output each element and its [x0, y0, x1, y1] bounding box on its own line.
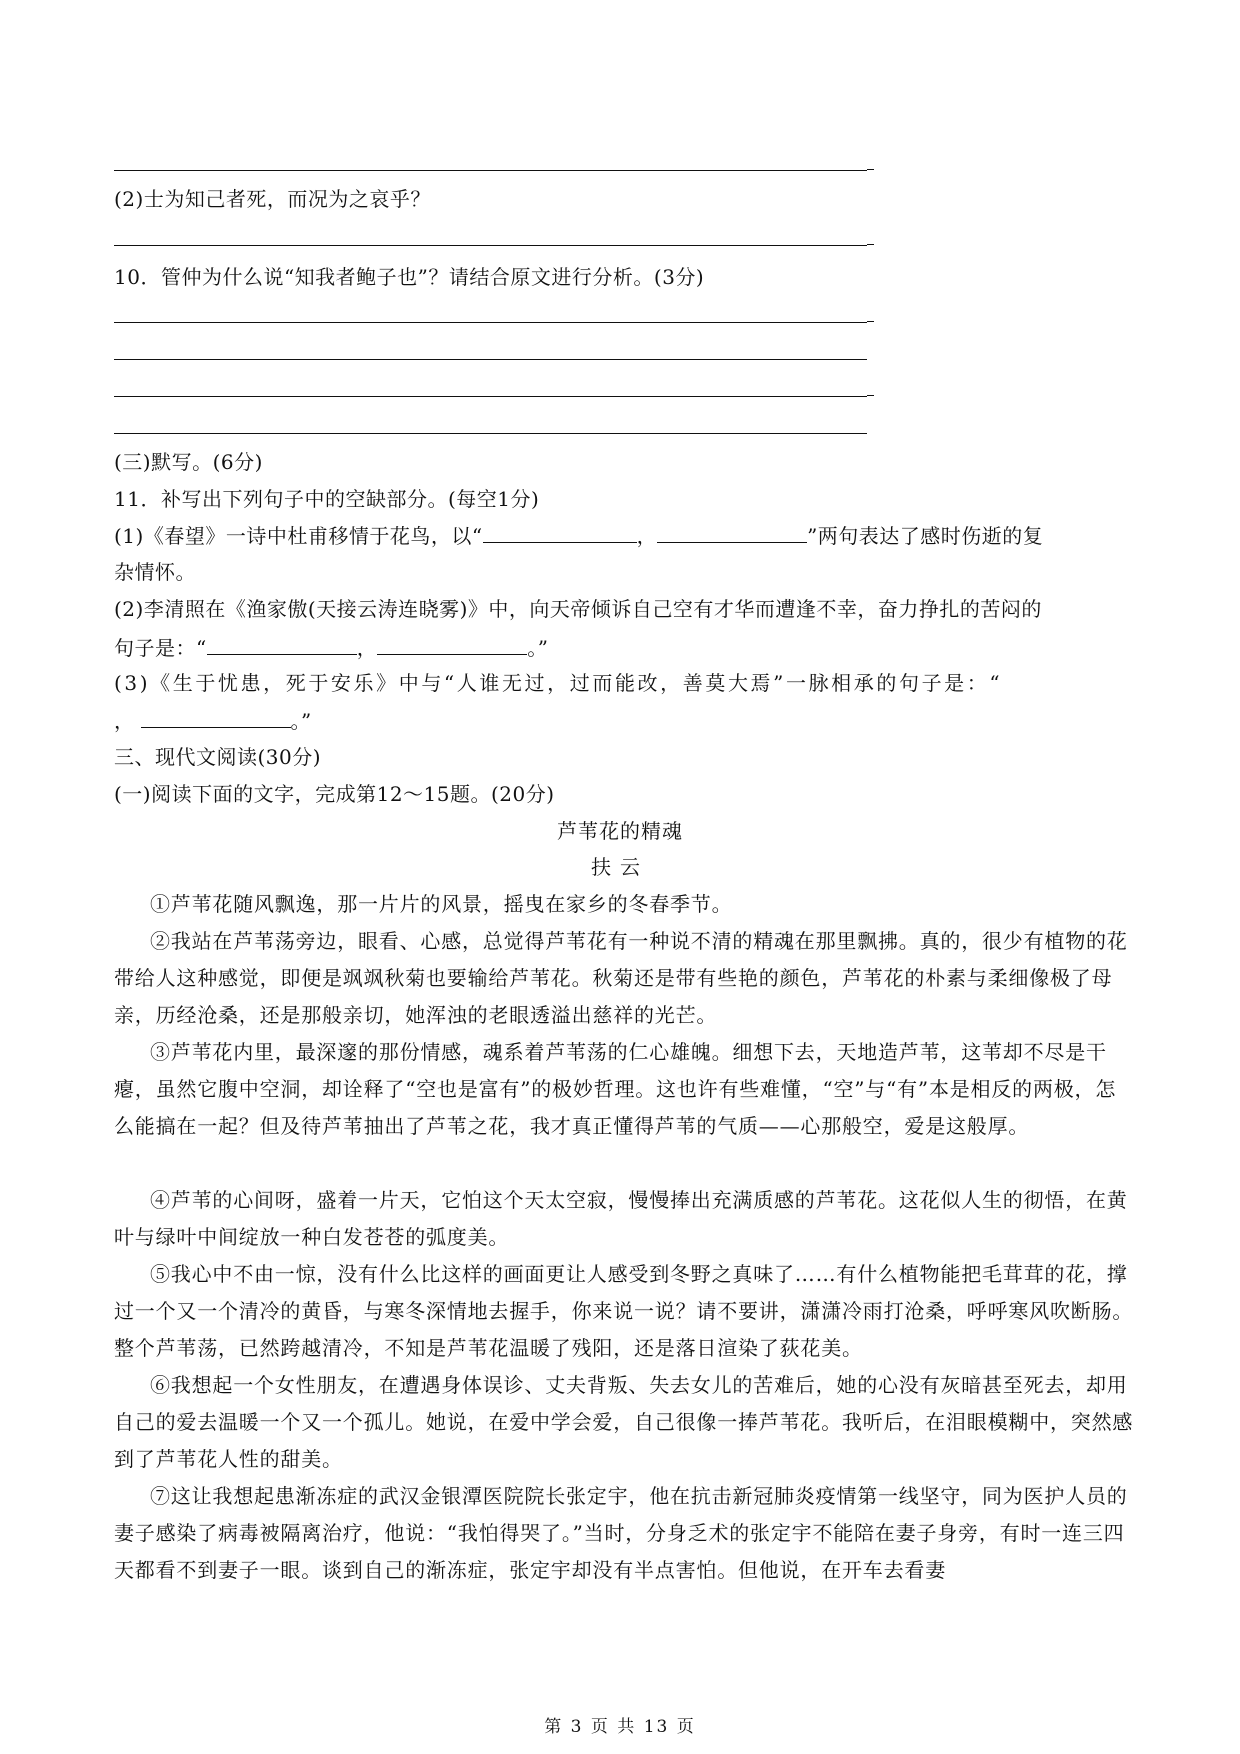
q11-item-1-after: ”两句表达了感时伤逝的复	[807, 524, 1044, 548]
dictation-heading: (三)默写。(6分)	[114, 450, 263, 474]
answer-line	[114, 396, 867, 397]
page-number: 第 3 页 共 13 页	[544, 1717, 696, 1737]
article-paragraph-7: ⑦这让我想起患渐冻症的武汉金银潭医院院长张定宇，他在抗击新冠肺炎疫情第一线坚守，同为医护人员的妻子感染了病毒被隔离治疗，他说：“我怕得哭了。”当时，分身乏术的张定宇不能陪在妻子身旁，有时一连三四天都看不到妻子一眼。谈到自己的渐冻症，张定宇却没有半点害怕。但他说，在开车去看妻	[114, 1484, 1128, 1582]
article-paragraph-3: ③芦苇花内里，最深邃的那份情感，魂系着芦苇荡的仁心雄魄。细想下去，天地造芦苇，这苇却不尽是干瘪，虽然它腹中空洞，却诠释了“空也是富有”的极妙哲理。这也许有些难懂，“空”与“有”本是相反的两极，怎么能搞在一起？但及待芦苇抽出了芦苇之花，我才真正懂得芦苇的气质——心那般空，爱是这般厚。	[114, 1040, 1117, 1138]
q11-item-1	[114, 522, 1043, 549]
reading-sub-heading: (一)阅读下面的文字，完成第12～15题。(20分)	[114, 782, 555, 806]
article-paragraph-6: ⑥我想起一个女性朋友，在遭遇身体误诊、丈夫背叛、失去女儿的苦难后，她的心没有灰暗甚至死去，却用自己的爱去温暖一个又一个孤儿。她说，在爱中学会爱，自己很像一捧芦苇花。我听后，在泪眼模糊中，突然感到了芦苇花人性的甜美。	[114, 1373, 1134, 1471]
fill-blank[interactable]	[377, 634, 527, 655]
article-paragraph-2: ②我站在芦苇荡旁边，眼看、心感，总觉得芦苇花有一种说不清的精魂在那里飘拂。真的，很少有植物的花带给人这种感觉，即便是飒飒秋菊也要输给芦苇花。秋菊还是带有些艳的颜色，芦苇花的朴素与柔细像极了母亲，历经沧桑，还是那般亲切，她浑浊的老眼透溢出慈祥的光芒。	[114, 929, 1128, 1027]
answer-line	[114, 433, 867, 434]
modern-reading-heading: 三、现代文阅读(30分)	[114, 745, 322, 769]
fill-blank[interactable]	[657, 522, 807, 543]
q11-item-2-before: 句子是：“	[114, 636, 207, 660]
q9-item-2: (2)士为知己者死，而况为之哀乎？	[114, 187, 431, 211]
answer-line	[114, 359, 867, 360]
q11-item-2-continued	[114, 634, 548, 661]
q11-item-3-end: 。”	[290, 709, 312, 733]
article-author: 扶云	[591, 855, 649, 879]
answer-line	[114, 170, 867, 171]
q11-item-2-end: 。”	[527, 636, 549, 660]
q11-item-3-continued	[114, 707, 312, 734]
article-paragraph-5: ⑤我心中不由一惊，没有什么比这样的画面更让人感受到冬野之真味了……有什么植物能把毛茸茸的花，撑过一个又一个清冷的黄昏，与寒冬深情地去握手，你来说一说？请不要讲，潇潇冷雨打沧桑，呼呼寒风吹断肠。整个芦苇荡，已然跨越清冷，不知是芦苇花温暖了残阳，还是落日渲染了荻花美。	[114, 1262, 1134, 1360]
q11-item-3: (3)《生于忧患，死于安乐》中与“人谁无过，过而能改，善莫大焉”一脉相承的句子是：“	[114, 671, 1003, 695]
q10-prompt: 10．管仲为什么说“知我者鲍子也”？请结合原文进行分析。(3分)	[114, 265, 705, 289]
article-title: 芦苇花的精魂	[557, 819, 683, 843]
q11-item-2: (2)李清照在《渔家傲(天接云涛连晓雾)》中，向天帝倾诉自己空有才华而遭逢不幸，奋力挣扎的苦闷的	[114, 597, 1042, 621]
fill-blank[interactable]	[483, 522, 637, 543]
q11-item-1-continued: 杂情怀。	[114, 560, 196, 584]
fill-blank[interactable]	[141, 707, 291, 728]
answer-line	[114, 322, 867, 323]
q11-item-2-comma: ，	[356, 636, 378, 660]
q11-prompt: 11．补写出下列句子中的空缺部分。(每空1分)	[114, 487, 540, 511]
answer-line	[114, 245, 867, 246]
article-paragraph-4: ④芦苇的心间呀，盛着一片天，它怕这个天太空寂，慢慢捧出充满质感的芦苇花。这花似人生的彻悟，在黄叶与绿叶中间绽放一种白发苍苍的弧度美。	[114, 1188, 1128, 1249]
q11-item-3-comma: ，	[114, 709, 135, 733]
fill-blank[interactable]	[207, 634, 357, 655]
q11-item-1-comma: ，	[636, 524, 658, 548]
article-paragraph-1: ①芦苇花随风飘逸，那一片片的风景，摇曳在家乡的冬春季节。	[150, 892, 733, 916]
q11-item-1-before: (1)《春望》一诗中杜甫移情于花鸟，以“	[114, 524, 483, 548]
